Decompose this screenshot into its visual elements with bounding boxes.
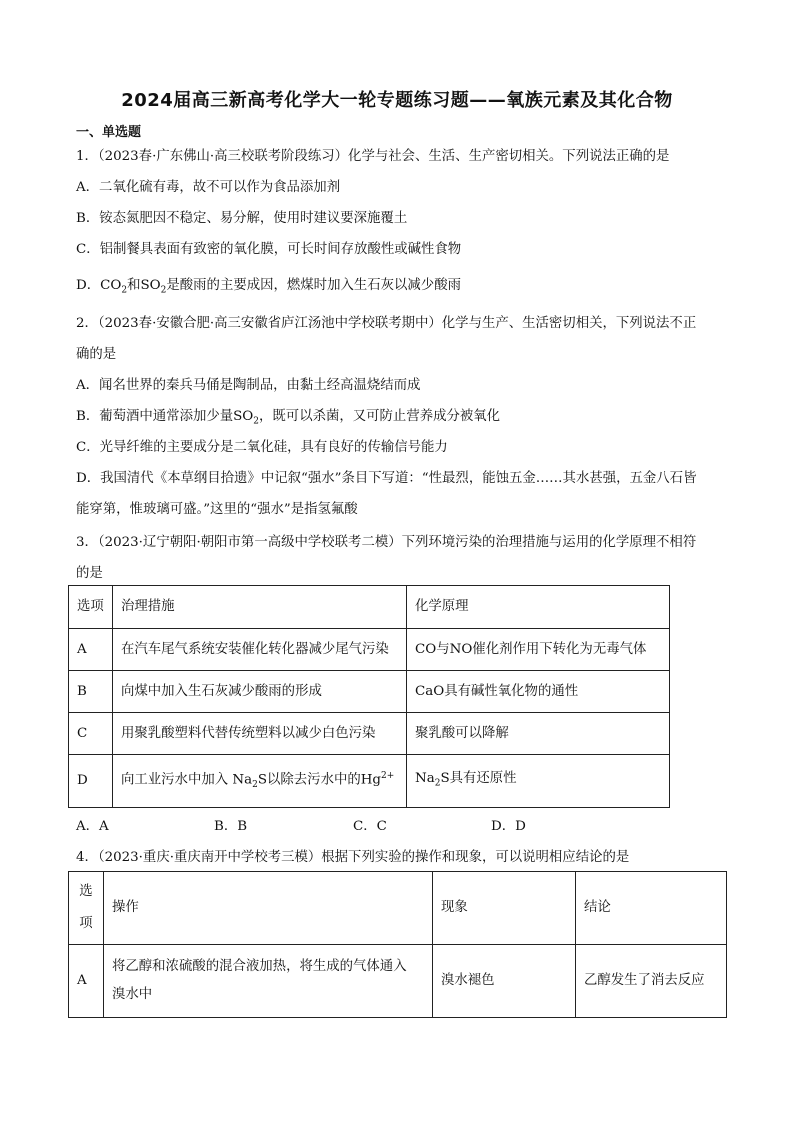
table-cell: $Na_2S$具有还原性 [407, 755, 670, 808]
question-2-option-d-line-2: 能穿第，惟玻璃可盛。”这里的“强水”是指氢氟酸 [76, 502, 358, 517]
table-cell: D [69, 755, 113, 808]
table-header-row [69, 872, 727, 945]
table-row [69, 713, 670, 755]
table-row [69, 671, 670, 713]
table-cell: 聚乳酸可以降解 [407, 713, 670, 755]
section-heading: 一、单选题 [76, 125, 142, 140]
question-1-option-a: A．二氧化硫有毒，故不可以作为食品添加剂 [76, 180, 341, 195]
table-cell: 用聚乳酸塑料代替传统塑料以减少白色污染 [113, 713, 407, 755]
table-cell: C [69, 713, 113, 755]
table-cell: 向煤中加入生石灰减少酸雨的形成 [113, 671, 407, 713]
table-row [69, 755, 670, 808]
question-3-option-b: B．B [214, 819, 248, 834]
table-cell: B [69, 671, 113, 713]
table-cell: 在汽车尾气系统安装催化转化器减少尾气污染 [113, 629, 407, 671]
table-header-row [69, 586, 670, 629]
table-cell: 将乙醇和浓硫酸的混合液加热，将生成的气体通入 溴水中 [104, 945, 433, 1018]
question-3-stem-line-1: 3．（2023·辽宁朝阳·朝阳市第一高级中学校联考二模）下列环境污染的治理措施与运用的化学原理不相符 [76, 535, 697, 550]
question-2-stem-line-2: 确的是 [76, 347, 117, 362]
question-1-option-b: B．铵态氮肥因不稳定、易分解，使用时建议要深施覆土 [76, 211, 408, 226]
table-cell: A [69, 945, 104, 1018]
table-header-cell: 结论 [576, 872, 727, 945]
table-header-cell: 选项 [69, 586, 113, 629]
question-2-option-a: A．闻名世界的秦兵马俑是陶制品，由黏土经高温烧结而成 [76, 378, 421, 393]
question-3-table [68, 585, 670, 808]
question-4-table [68, 871, 727, 1018]
question-2-stem-line-1: 2．（2023春·安徽合肥·高三安徽省庐江汤池中学校联考期中）化学与生产、生活密切相关，下列说法不正 [76, 316, 697, 331]
question-2-option-b: B．葡萄酒中通常添加少量$SO_2$，既可以杀菌，又可防止营养成分被氧化 [76, 409, 501, 427]
page-title: 2024届高三新高考化学大一轮专题练习题——氧族元素及其化合物 [121, 90, 673, 111]
question-2-option-d-line-1: D．我国清代《本草纲目拾遗》中记叙“强水”条目下写道：“性最烈，能蚀五金……其水甚强，五金八石皆 [76, 471, 697, 486]
question-3-option-a: A．A [76, 819, 109, 834]
table-header-cell: 选项 [69, 872, 104, 945]
table-cell: CO与NO催化剂作用下转化为无毒气体 [407, 629, 670, 671]
question-3-option-d: D．D [491, 819, 526, 834]
table-cell: 乙醇发生了消去反应 [576, 945, 727, 1018]
question-3-stem-line-2: 的是 [76, 566, 103, 581]
table-header-cell: 治理措施 [113, 586, 407, 629]
question-4-stem: 4．（2023·重庆·重庆南开中学校考三模）根据下列实验的操作和现象，可以说明相应结论的是 [76, 850, 630, 865]
table-header-cell: 化学原理 [407, 586, 670, 629]
table-cell: 溴水褪色 [433, 945, 576, 1018]
question-2-option-c: C．光导纤维的主要成分是二氧化硅，具有良好的传输信号能力 [76, 440, 448, 455]
table-cell: 向工业污水中加入 $Na_2S$以除去污水中的$Hg^{2+}$ [113, 755, 407, 808]
table-row [69, 629, 670, 671]
question-1-stem: 1．（2023春·广东佛山·高三校联考阶段练习）化学与社会、生活、生产密切相关。下列说法正确的是 [76, 149, 670, 164]
table-header-cell: 操作 [104, 872, 433, 945]
table-cell: A [69, 629, 113, 671]
table-cell: CaO具有碱性氧化物的通性 [407, 671, 670, 713]
question-3-option-c: C．C [353, 819, 387, 834]
table-row [69, 945, 727, 1018]
question-1-option-c: C．铝制餐具表面有致密的氧化膜，可长时间存放酸性或碱性食物 [76, 242, 462, 257]
question-1-option-d: D．$CO_2$和$SO_2$是酸雨的主要成因，燃煤时加入生石灰以减少酸雨 [76, 278, 461, 296]
table-header-cell: 现象 [433, 872, 576, 945]
